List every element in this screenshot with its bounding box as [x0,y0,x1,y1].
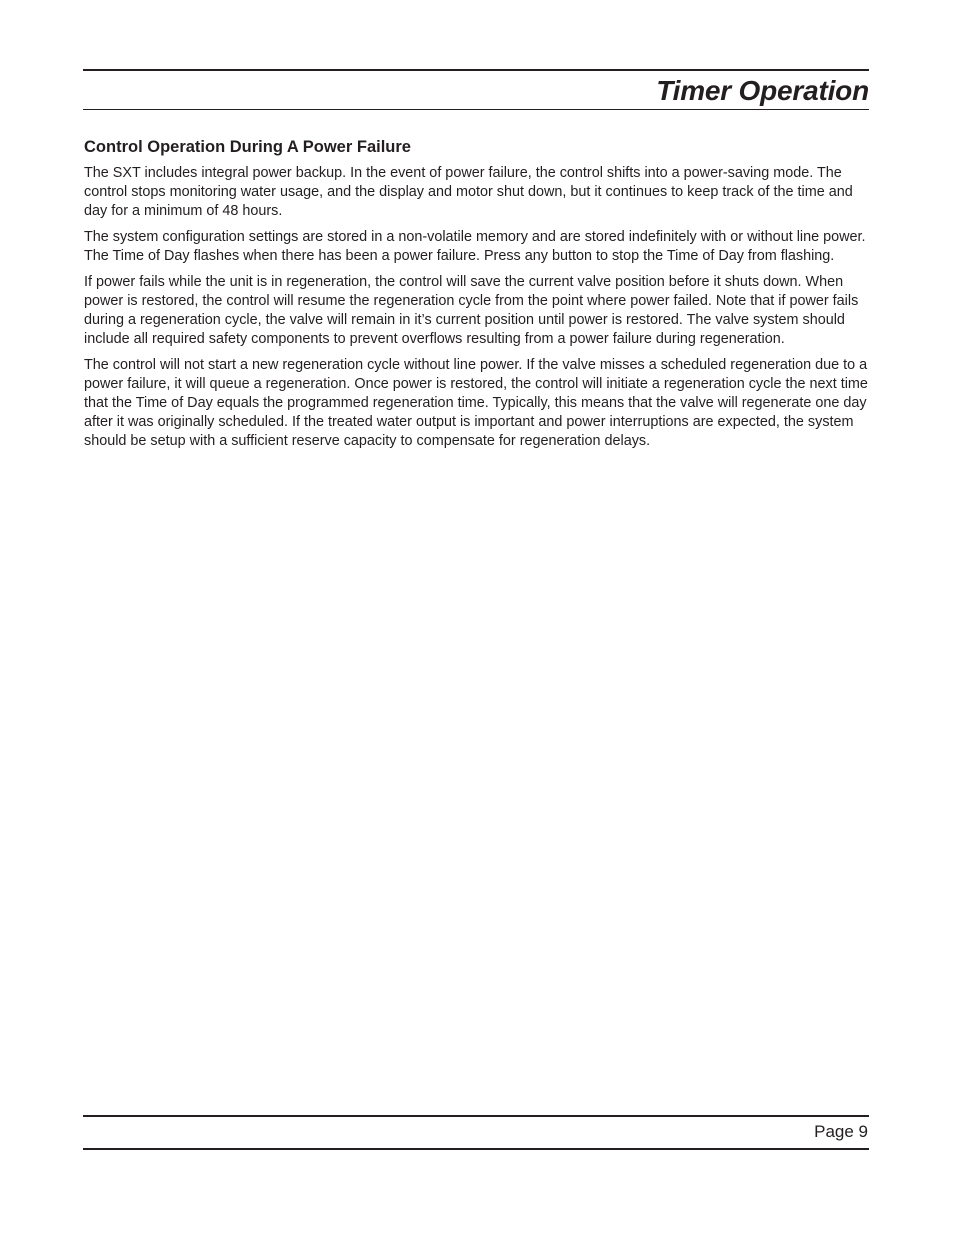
paragraph-power-backup: The SXT includes integral power backup. In the event of power failure, the control shifts into a power-saving mode. The control stops monitoring water usage, and the display and motor shut down, but it continues to keep track of the time and day for a minimum of 48 hours. [84,165,853,219]
section-heading: Control Operation During A Power Failure [84,138,411,156]
footer-rule-top [83,1115,869,1117]
footer-rule-bottom [83,1148,869,1150]
paragraph-configuration-memory: The system configuration settings are stored in a non-volatile memory and are stored indefinitely with or without line power. The Time of Day flashes when there has been a power failure. Press any button to stop the Time of Day from flashing. [84,229,866,264]
main-content [84,136,870,458]
page-title: Timer Operation [656,75,869,106]
paragraph-regeneration-queue: The control will not start a new regeneration cycle without line power. If the valve misses a scheduled regeneration due to a power failure, it will queue a regeneration. Once power is restored, the control will initiate a regeneration cycle the next time that the Time of Day equals the programmed regeneration time. Typically, this means that the valve will regenerate one day after it was originally scheduled. If the treated water output is important and power interruptions are expected, the system should be setup with a sufficient reserve capacity to compensate for regeneration delays. [84,357,868,449]
page-number: Page 9 [814,1122,868,1141]
paragraph-regeneration-interruption: If power fails while the unit is in regeneration, the control will save the current valve position before it shuts down. When power is restored, the control will resume the regeneration cycle from the point where power failed. Note that if power fails during a regeneration cycle, the valve will remain in it’s current position until power is restored. The valve system should include all required safety components to prevent overflows resulting from a power failure during regeneration. [84,274,859,347]
header-rule-top [83,69,869,71]
header-rule-bottom [83,109,869,110]
